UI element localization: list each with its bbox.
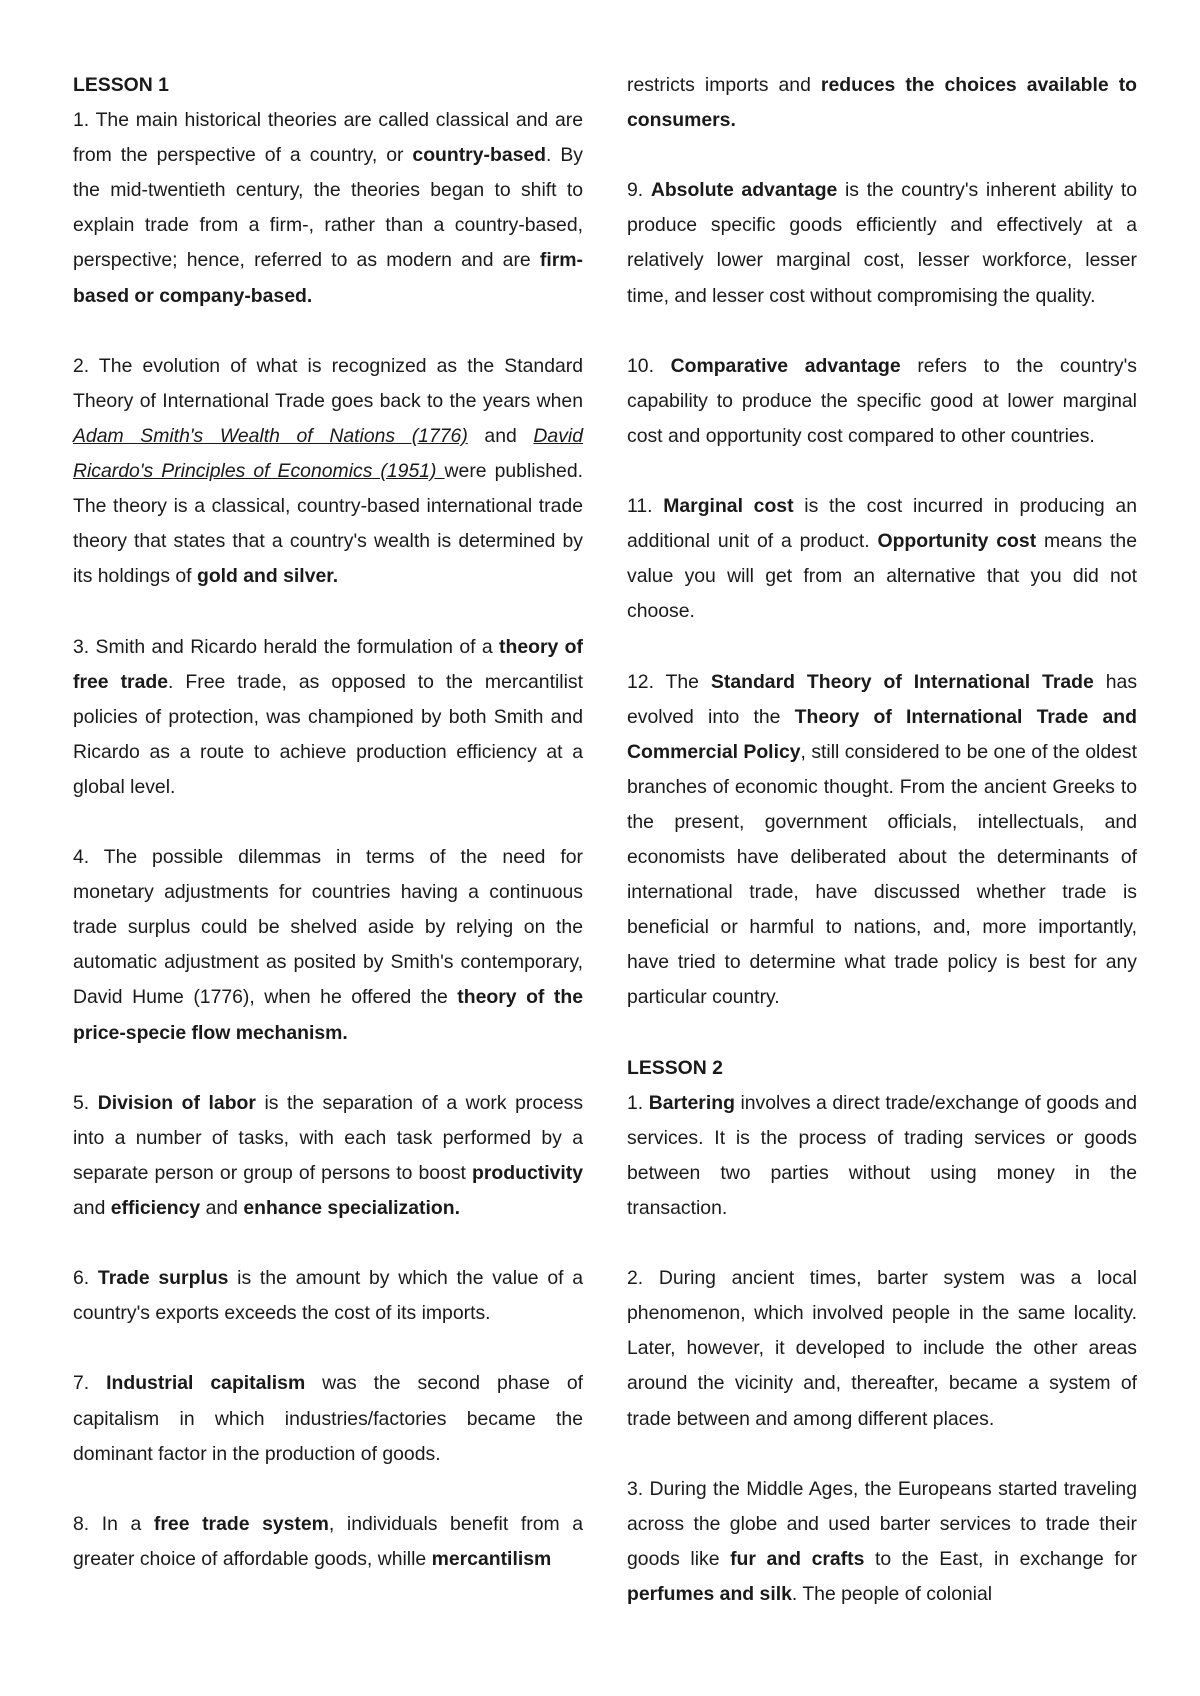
lesson-2-item-3 xyxy=(627,1472,1137,1612)
text-run: 3. During the Middle Ages, the Europeans started traveling across the globe and used barter services to trade their goods like xyxy=(627,1477,1137,1570)
text-run: 2. During ancient times, barter system was a local phenomenon, which involved people in the same locality. Later, however, it developed to include the other areas around the vicinity and, thereafter, became a system of trade between and among different places. xyxy=(627,1267,1137,1430)
bold-term: Standard Theory of International Trade xyxy=(710,670,1094,693)
text-run: 9. xyxy=(627,179,651,202)
text-run: 7. xyxy=(73,1372,107,1395)
text-run: . By the mid-twentieth century, the theories began to shift to explain trade from a firm-, rather than a country-based, perspective; hence, referred to as modern and are xyxy=(73,144,583,272)
bold-term: theory of free trade xyxy=(73,635,583,693)
right-column xyxy=(627,68,1137,1612)
text-run: 4. The possible dilemmas in terms of the need for monetary adjustments for countries having a continuous trade surplus could be shelved aside by relying on the automatic adjustment as posited by Smith's contemporary, David Hume (1776), when he offered the xyxy=(73,846,583,1009)
lesson-1-item-8 xyxy=(73,1507,583,1577)
text-run: . The people of colonial xyxy=(791,1583,993,1606)
lesson-1-item-9 xyxy=(627,173,1137,313)
bold-term: efficiency xyxy=(110,1197,201,1219)
lesson-2-item-1 xyxy=(627,1086,1137,1226)
text-run: . Free trade, as opposed to the mercantilist policies of protection, was championed by both Smith and Ricardo as a route to achieve production efficiency at a global level. xyxy=(73,670,583,798)
text-run: is the country's inherent ability to produce specific goods efficiently and effectively at a relatively lower marginal cost, lesser workforce, lesser time, and lesser cost without compromising the quality. xyxy=(627,179,1138,307)
text-run: restricts imports and xyxy=(627,74,821,96)
lesson-1-item-3 xyxy=(73,630,583,805)
text-run: and xyxy=(467,424,534,447)
bold-term: perfumes and silk xyxy=(627,1583,792,1606)
citation-wealth-of-nations: Adam Smith's Wealth of Nations (1776) xyxy=(73,424,468,447)
lesson-1-item-10 xyxy=(627,349,1137,454)
lesson-2-item-2 xyxy=(627,1261,1137,1436)
text-run: , individuals benefit from a greater choice of affordable goods, whille xyxy=(73,1512,583,1570)
text-run: refers to the country's capability to produce the specific good at lower marginal cost and opportunity cost compared to other countries. xyxy=(627,354,1138,447)
text-run: is the amount by which the value of a country's exports exceeds the cost of its imports. xyxy=(73,1267,584,1325)
lesson-1-item-5 xyxy=(73,1086,583,1226)
bold-term: free trade system xyxy=(153,1512,329,1535)
text-run: was the second phase of capitalism in which industries/factories became the dominant factor in the production of goods. xyxy=(73,1372,584,1465)
lesson-1-item-12 xyxy=(627,665,1137,1016)
text-run: 8. In a xyxy=(73,1512,154,1535)
text-run: 3. Smith and Ricardo herald the formulation of a xyxy=(73,635,500,658)
text-run: 1. xyxy=(627,1091,649,1114)
text-run: involves a direct trade/exchange of goods and services. It is the process of trading services or goods between two parties without using money in the transaction. xyxy=(627,1091,1137,1219)
bold-term: Absolute advantage xyxy=(650,179,838,202)
lesson-1-item-1 xyxy=(73,103,583,314)
bold-term: reduces the choices available to consumers. xyxy=(627,74,1137,132)
bold-term: productivity xyxy=(472,1161,583,1184)
text-run: 10. xyxy=(627,354,671,377)
bold-term: enhance specialization. xyxy=(243,1197,460,1219)
text-run: means the value you will get from an alternative that you did not choose. xyxy=(627,530,1137,623)
citation-principles-of-economics: David Ricardo's Principles of Economics (1951) xyxy=(73,424,583,483)
lesson-1-item-4 xyxy=(73,840,583,1051)
lesson-1-heading: LESSON 1 xyxy=(73,74,169,96)
bold-term: Theory of International Trade and Commercial Policy xyxy=(627,705,1137,763)
bold-term: Opportunity cost xyxy=(877,530,1037,553)
lesson-1-item-6 xyxy=(73,1261,583,1331)
text-run: 11. xyxy=(627,495,664,518)
text-run: 6. xyxy=(73,1267,98,1290)
left-column xyxy=(73,68,583,1577)
text-run: has evolved into the xyxy=(627,670,1138,728)
lesson-2-heading: LESSON 2 xyxy=(627,1056,723,1079)
bold-term: theory of the price-specie flow mechanism. xyxy=(73,986,583,1044)
lesson-1-item-2 xyxy=(73,349,583,595)
text-run: is the cost incurred in producing an additional unit of a product. xyxy=(627,495,1137,553)
bold-term: country-based xyxy=(412,144,547,167)
text-run: to the East, in exchange for xyxy=(864,1547,1137,1570)
bold-term: fur and crafts xyxy=(730,1547,865,1570)
bold-term: Bartering xyxy=(648,1091,735,1114)
bold-term: firm-based or company-based. xyxy=(73,249,583,307)
text-run: 12. The xyxy=(627,670,711,693)
text-run: 2. The evolution of what is recognized as the Standard Theory of International Trade goes back to the years when xyxy=(73,354,583,412)
text-run: 5. xyxy=(73,1091,98,1114)
bold-term: mercantilism xyxy=(431,1547,552,1570)
lesson-1-item-7 xyxy=(73,1366,583,1471)
text-run: is the separation of a work process into a number of tasks, with each task performed by a separate person or group of persons to boost xyxy=(73,1091,584,1184)
text-run: and xyxy=(73,1197,111,1219)
bold-term: Industrial capitalism xyxy=(106,1372,306,1395)
bold-term: Division of labor xyxy=(97,1091,256,1114)
lesson-1-item-8-continued xyxy=(627,68,1137,138)
bold-term: Trade surplus xyxy=(97,1267,229,1290)
lesson-1-item-11 xyxy=(627,489,1137,629)
bold-term: gold and silver. xyxy=(196,565,339,588)
bold-term: Marginal cost xyxy=(663,495,794,518)
text-run: , still considered to be one of the oldest branches of economic thought. From the ancient Greeks to the present, government officials, intellectuals, and economists have deliberated about the determinants of international trade, have discussed whether trade is beneficial or harmful to nations, and, more importantly, have tried to determine what trade policy is best for any particular country. xyxy=(627,740,1137,1009)
text-run: were published. The theory is a classical, country-based international trade theory that states that a country's wealth is determined by its holdings of xyxy=(73,460,584,588)
text-run: and xyxy=(200,1197,244,1219)
text-run: 1. The main historical theories are called classical and are from the perspective of a country, or xyxy=(73,109,583,167)
bold-term: Comparative advantage xyxy=(670,354,901,377)
